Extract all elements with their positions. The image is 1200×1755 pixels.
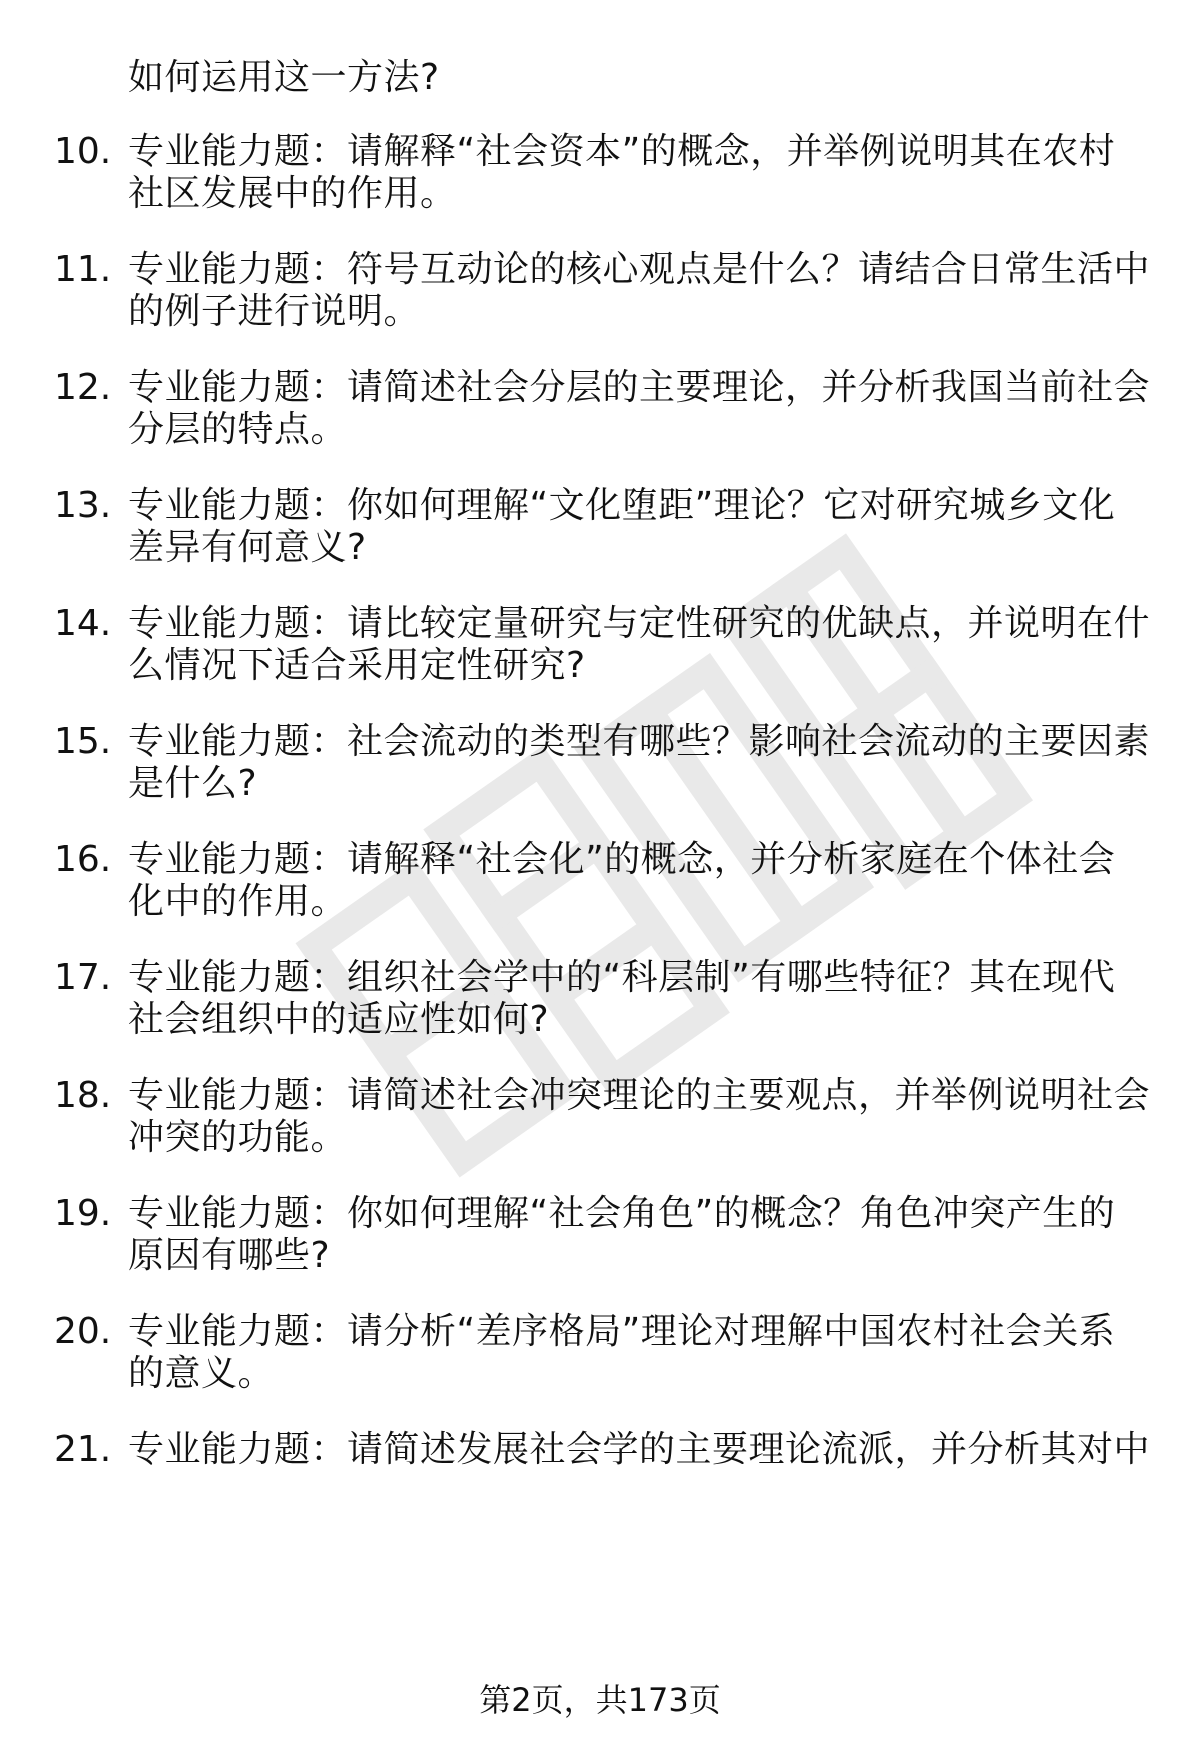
item-line1: 专业能力题：社会流动的类型有哪些？影响社会流动的主要因素: [128, 721, 1151, 762]
item-number: 11.: [54, 249, 112, 290]
item-line2: 冲突的功能。: [128, 1117, 348, 1158]
item-line2: 原因有哪些?: [128, 1235, 331, 1276]
item-number: 10.: [54, 131, 112, 172]
item-line2: 差异有何意义?: [128, 527, 367, 568]
item-line2: 社区发展中的作用。: [128, 173, 457, 214]
item-number: 19.: [54, 1193, 112, 1234]
item-number: 12.: [54, 367, 112, 408]
item-line2: 的意义。: [128, 1353, 275, 1394]
item-line1: 专业能力题：你如何理解“社会角色”的概念？角色冲突产生的: [128, 1193, 1116, 1234]
item-line2: 分层的特点。: [128, 409, 348, 450]
item-number: 21.: [54, 1429, 112, 1470]
item-line1: 专业能力题：请简述发展社会学的主要理论流派，并分析其对中: [128, 1429, 1151, 1470]
item-number: 18.: [54, 1075, 112, 1116]
intro-line: 如何运用这一方法?: [128, 57, 440, 98]
item-line2: 是什么?: [128, 763, 258, 804]
item-line1: 专业能力题：符号互动论的核心观点是什么？请结合日常生活中: [128, 249, 1151, 290]
item-line2: 么情况下适合采用定性研究?: [128, 645, 586, 686]
item-number: 20.: [54, 1311, 112, 1352]
item-line1: 专业能力题：请比较定量研究与定性研究的优缺点，并说明在什: [128, 603, 1151, 644]
item-number: 17.: [54, 957, 112, 998]
item-line1: 专业能力题：请分析“差序格局”理论对理解中国农村社会关系: [128, 1311, 1116, 1352]
item-number: 13.: [54, 485, 112, 526]
item-number: 14.: [54, 603, 112, 644]
item-number: 16.: [54, 839, 112, 880]
item-line2: 社会组织中的适应性如何?: [128, 999, 550, 1040]
item-number: 15.: [54, 721, 112, 762]
item-line1: 专业能力题：组织社会学中的“科层制”有哪些特征？其在现代: [128, 957, 1116, 998]
item-line1: 专业能力题：请解释“社会资本”的概念，并举例说明其在农村: [128, 131, 1116, 172]
item-line1: 专业能力题：请简述社会分层的主要理论，并分析我国当前社会: [128, 367, 1151, 408]
item-line2: 化中的作用。: [128, 881, 348, 922]
item-line2: 的例子进行说明。: [128, 291, 421, 332]
item-line1: 专业能力题：请解释“社会化”的概念，并分析家庭在个体社会: [128, 839, 1116, 880]
item-line1: 专业能力题：你如何理解“文化堕距”理论？它对研究城乡文化: [128, 485, 1116, 526]
item-line1: 专业能力题：请简述社会冲突理论的主要观点，并举例说明社会: [128, 1075, 1151, 1116]
page-footer: 第2页，共173页: [479, 1681, 721, 1719]
